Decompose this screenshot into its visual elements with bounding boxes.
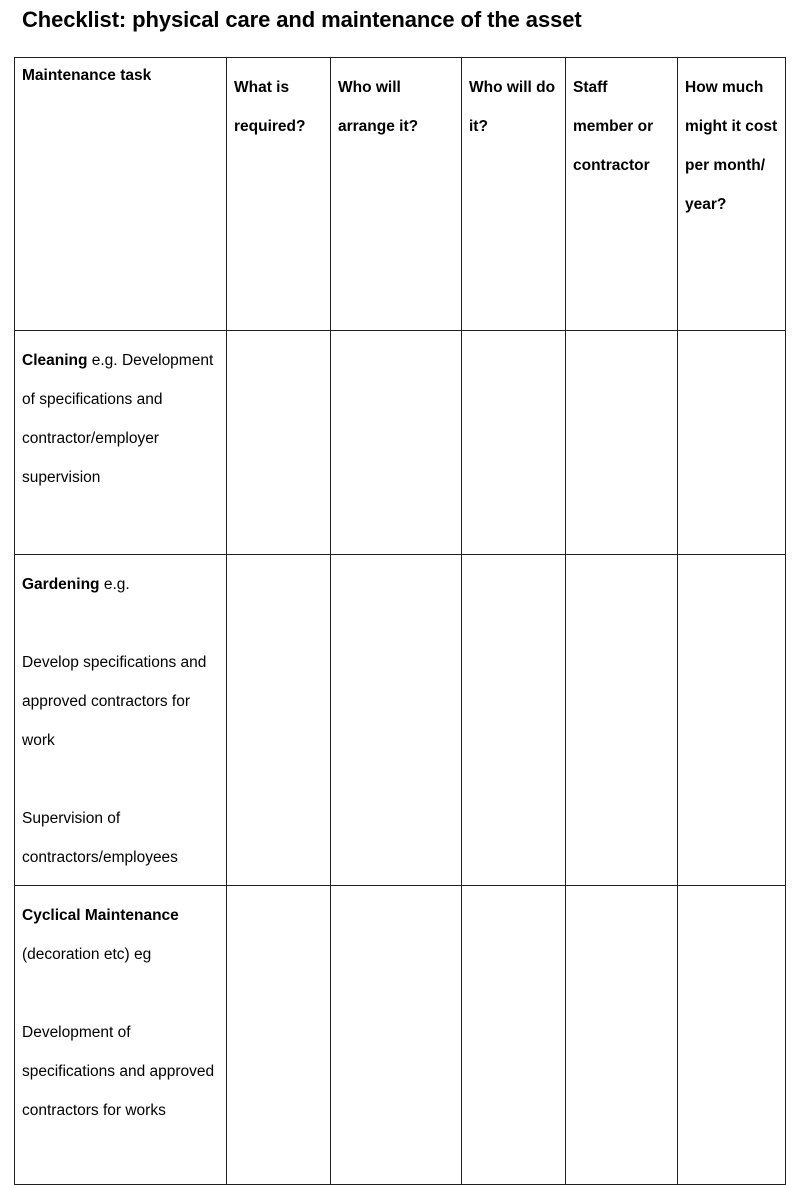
input-cell-staff-or-contractor[interactable] [566,555,678,886]
task-lead-label: Cleaning [22,352,88,369]
header-label-maintenance-task: Maintenance task [22,67,152,84]
task-body-text: Development of specifications and contractor/employer supervision [22,352,214,486]
cell-value-what-required[interactable] [227,555,330,573]
page-title: Checklist: physical care and maintenance of the asset [22,7,582,32]
task-paragraph [22,896,220,974]
input-cell-who-arrange[interactable] [331,886,462,1185]
header-cell-maintenance-task [15,58,227,331]
header-cell-what-required [227,58,331,331]
task-cell-cyclical-maintenance [15,886,227,1185]
task-paragraph: Supervision of contractors/employees [22,810,178,866]
input-cell-who-do[interactable] [462,331,566,555]
cell-value-staff-or-contractor[interactable] [566,331,677,349]
task-lead-suffix: e.g. [99,576,130,593]
cell-value-who-do[interactable] [462,555,565,573]
input-cell-what-required[interactable] [227,555,331,886]
header-label-who-do: Who will do it? [469,79,556,135]
input-cell-who-arrange[interactable] [331,331,462,555]
input-cell-what-required[interactable] [227,331,331,555]
cell-value-who-do[interactable] [462,331,565,349]
input-cell-who-arrange[interactable] [331,555,462,886]
task-paragraph: Development of specifications and approved contractors for works [22,1024,215,1119]
header-cell-cost [678,58,786,331]
task-cell-cleaning [15,331,227,555]
table-row [15,886,786,1185]
input-cell-who-do[interactable] [462,886,566,1185]
task-lead-label: Gardening [22,576,100,593]
input-cell-what-required[interactable] [227,886,331,1185]
cell-value-who-do[interactable] [462,886,565,904]
cell-value-what-required[interactable] [227,886,330,904]
header-label-who-arrange: Who will arrange it? [338,79,419,135]
task-paragraph [22,565,220,604]
input-cell-cost[interactable] [678,886,786,1185]
task-paragraph [22,341,220,497]
task-paragraph: Develop specifications and approved contractors for work [22,654,207,749]
header-cell-who-do [462,58,566,331]
input-cell-who-do[interactable] [462,555,566,886]
input-cell-staff-or-contractor[interactable] [566,331,678,555]
task-description [15,555,226,885]
maintenance-checklist-table [14,57,786,1185]
cell-value-staff-or-contractor[interactable] [566,886,677,904]
cell-value-cost[interactable] [678,555,785,573]
task-lead-suffix: e.g. [87,352,118,369]
table-row [15,555,786,886]
cell-value-who-arrange[interactable] [331,331,461,349]
cell-value-who-arrange[interactable] [331,886,461,904]
cell-value-staff-or-contractor[interactable] [566,555,677,573]
task-description [15,886,226,1138]
task-lead-label: Cyclical Maintenance [22,907,179,924]
header-label-cost: How much might it cost per month/ year? [685,79,778,213]
task-lead-note: (decoration etc) eg [22,946,152,963]
input-cell-cost[interactable] [678,331,786,555]
cell-value-who-arrange[interactable] [331,555,461,573]
table-header-row [15,58,786,331]
header-cell-who-arrange [331,58,462,331]
header-label-what-required: What is required? [234,79,306,135]
cell-value-cost[interactable] [678,331,785,349]
table-row [15,331,786,555]
input-cell-staff-or-contractor[interactable] [566,886,678,1185]
task-cell-gardening [15,555,227,886]
header-cell-staff-or-contractor [566,58,678,331]
task-description [15,331,226,505]
header-label-staff-or-contractor: Staff member or contractor [573,79,654,174]
cell-value-cost[interactable] [678,886,785,904]
input-cell-cost[interactable] [678,555,786,886]
cell-value-what-required[interactable] [227,331,330,349]
